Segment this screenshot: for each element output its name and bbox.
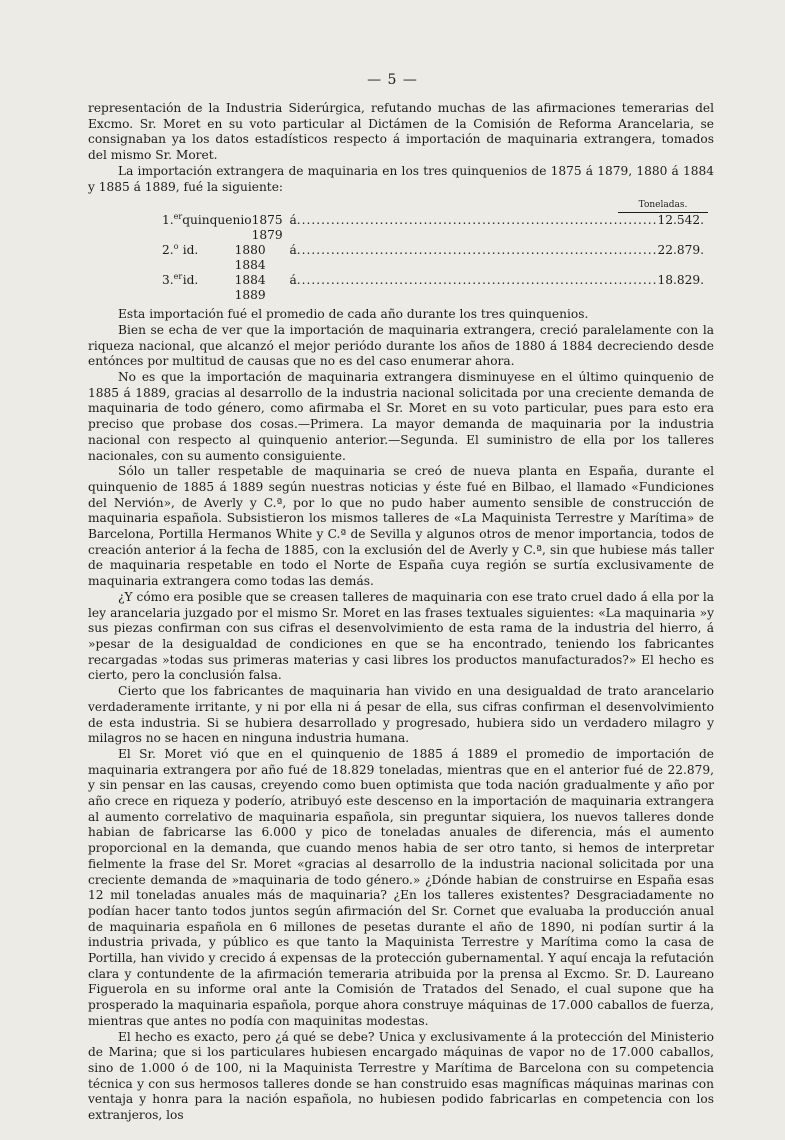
- intro-paragraph: representación de la Industria Siderúrgica, refutando muchas de las afirmaciones temerarias del Excmo. Sr. Moret en su voto particular al Dictámen de la Comisión de Reforma Arancelaria, se consignaban ya los datos estadísticos respecto á importación de maquinaria extrangera, tomados del mismo Sr. Moret.: [88, 101, 714, 163]
- table-row: [88, 243, 714, 273]
- row-label: id.: [182, 273, 199, 288]
- paragraph: Cierto que los fabricantes de maquinaria han vivido en una desigualdad de trato arancelario verdaderamente irritante, y ni por ella ni á pesar de ella, sus cifras confirman el desenvolvimiento de esta industria. Si se hubiera desarrollado y progresado, hubiera sido un verdadero milagro y milagros no se hacen en ninguna industria humana.: [88, 684, 714, 746]
- table-row: [88, 273, 714, 303]
- import-table: [88, 199, 714, 303]
- row-leader: ..........................................................................: [296, 213, 658, 228]
- row-value: 18.829.: [657, 273, 704, 288]
- row-ordinal: 3.$^{er}$: [162, 272, 183, 288]
- row-period: 1884 á 1889: [234, 273, 297, 303]
- row-leader: ..........................................................................: [296, 273, 658, 288]
- table-unit-header: Toneladas.: [618, 199, 708, 213]
- row-period: 1875 á 1879: [251, 213, 297, 243]
- paragraph: Sólo un taller respetable de maquinaria se creó de nueva planta en España, durante el quinquenio de 1885 á 1889 según nuestras noticias y éste fué en Bilbao, el llamado «Fundiciones del Nervión», de Averly y C.ª, por lo que no pudo haber aumento sensible de construcción de maquinaria española. Subsistieron los mismos talleres de «La Maquinista Terrestre y Marítima» de Barcelona, Portilla Hermanos White y C.ª de Sevilla y algunos otros de menor importancia, todos de creación anterior á la fecha de 1885, con la exclusión del de Averly y C.ª, sin que hubiese más taller de maquinaria respetable en todo el Norte de España cuya región se surtía exclusivamente de maquinaria extrangera como todas las demás.: [88, 464, 714, 589]
- document-body: [88, 101, 714, 1124]
- paragraph: El Sr. Moret vió que en el quinquenio de 1885 á 1889 el promedio de importación de maquinaria extrangera por año fué de 18.829 toneladas, mientras que en el anterior fué de 22.879, y sin pensar en las causas, creyendo como buen optimista que toda nación gradualmente y año por año crece en riqueza y poderío, atribuyó este descenso en la importación de maquinaria extrangera al aumento correlativo de maquinaria española, sin preguntar siquiera, los nuevos talleres donde habian de fabricarse las 6.000 y pico de toneladas anuales de diferencia, más el aumento proporcional en la demanda, que cuando menos habia de ser otro tanto, si hemos de interpretar fielmente la frase del Sr. Moret «gracias al desarrollo de la industria nacional solicitada por una creciente demanda de »maquinaria de todo género.» ¿Dónde habian de construirse en España esas 12 mil toneladas anuales más de maquinaria? ¿En los talleres existentes? Desgraciadamente no podían hacer tanto todos juntos según afirmación del Sr. Cornet que evaluaba la producción anual de maquinaria española en 6 millones de pesetas durante el año de 1890, ni podían surtir á la industria privada, y público es que tanto la Maquinista Terrestre y Marítima como la casa de Portilla, han vivido y crecido á expensas de la protección gubernamental. Y aquí encaja la refutación clara y contundente de la afirmación temeraria atribuida por la prensa al Excmo. Sr. D. Laureano Figuerola en su informe oral ante la Comisión de Tratados del Senado, el cual supone que ha prosperado la maquinaria española, porque ahora construye máquinas de 17.000 caballos de fuerza, mientras que antes no podía con maquinitas modestas.: [88, 746, 714, 1028]
- page-number: — 5 —: [367, 72, 418, 88]
- row-label: quinquenio: [182, 213, 252, 228]
- import-paragraph: La importación extrangera de maquinaria en los tres quinquenios de 1875 á 1879, 1880 á 1884 y 1885 á 1889, fué la siguiente:: [88, 163, 714, 194]
- paragraph: El hecho es exacto, pero ¿á qué se debe? Unica y exclusivamente á la protección del Ministerio de Marina; que si los particulares hubiesen encargado máquinas de vapor no de 17.000 caballos, sino de 1.000 ó de 100, ni la Maquinista Terrestre y Marítima de Barcelona con su competencia técnica y con sus hermosos talleres donde se han construido esas magníficas máquinas marinas con ventaja y honra para la nación española, no hubiesen podido fabricarlas en competencia con los extranjeros, los: [88, 1029, 714, 1123]
- paragraph: Bien se echa de ver que la importación de maquinaria extrangera, creció paralelamente con la riqueza nacional, que alcanzó el mejor periódo durante los años de 1880 á 1884 decreciendo desde entónces por multitud de causas que no es del caso enumerar ahora.: [88, 322, 714, 369]
- row-leader: ..........................................................................: [296, 243, 658, 258]
- row-value: 22.879.: [657, 243, 704, 258]
- paragraph: No es que la importación de maquinaria extrangera disminuyese en el último quinquenio de 1885 á 1889, gracias al desarrollo de la industria nacional solicitada por una creciente demanda de maquinaria de todo género, como afirmaba el Sr. Moret en su voto particular, pues para esto era preciso que probase dos cosas.—Primera. La mayor demanda de maquinaria por la industria nacional con respecto al quinquenio anterior.—Segunda. El suministro de ella por los talleres nacionales, con su aumento consiguiente.: [88, 370, 714, 463]
- paragraph: ¿Y cómo era posible que se creasen talleres de maquinaria con ese trato cruel dado á ella por la ley arancelaria juzgado por el mismo Sr. Moret en las frases textuales siguientes: «La maquinaria »y sus piezas confirman con sus cifras el desenvolvimiento de esta rama de la industria del hierro, á »pesar de la desigualdad de condiciones en que se ha encontrado, teniendo los fabricantes recargadas »todas sus primeras materias y casi libres los productos manufacturados?» El hecho es cierto, pero la conclusión falsa.: [88, 589, 714, 683]
- row-ordinal: 1.$^{er}$: [162, 212, 183, 228]
- row-period: 1880 á 1884: [234, 243, 297, 273]
- table-row: [88, 213, 714, 243]
- row-value: 12.542.: [657, 213, 704, 228]
- row-ordinal: 2.$^o$: [162, 242, 179, 258]
- paragraph: Esta importación fué el promedio de cada año durante los tres quinquenios.: [118, 307, 589, 322]
- row-label: id.: [182, 243, 199, 258]
